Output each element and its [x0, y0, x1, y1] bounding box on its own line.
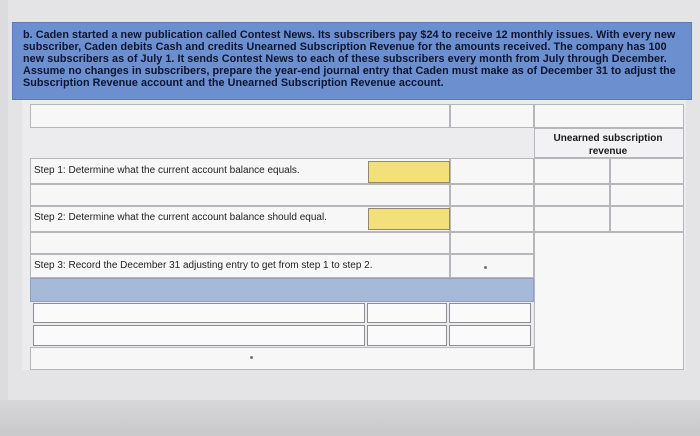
spacer-row-2 — [30, 232, 450, 254]
step1-input[interactable] — [368, 161, 450, 183]
spacer-row-2-mid — [450, 232, 534, 254]
journal-account-input-2[interactable] — [33, 325, 365, 346]
journal-debit-input-2[interactable] — [367, 325, 447, 346]
right-blank-area — [534, 232, 684, 370]
t-credit-3[interactable] — [610, 206, 684, 232]
spacer-row-1-mid — [450, 184, 534, 206]
t-debit-2[interactable] — [534, 184, 610, 206]
step3-mid — [450, 254, 534, 278]
grid-top-mid — [450, 104, 534, 128]
step1-amount-cell[interactable] — [450, 158, 534, 184]
t-debit-1[interactable] — [534, 158, 610, 184]
problem-header — [12, 22, 692, 100]
t-credit-1[interactable] — [610, 158, 684, 184]
grid-top-right — [534, 104, 684, 128]
stray-dot — [250, 356, 253, 359]
t-debit-3[interactable] — [534, 206, 610, 232]
journal-credit-input-2[interactable] — [449, 325, 531, 346]
step2-input[interactable] — [368, 208, 450, 230]
step2-amount-cell[interactable] — [450, 206, 534, 232]
journal-debit-input-1[interactable] — [367, 303, 447, 323]
grid-top-left — [30, 104, 450, 128]
t-credit-2[interactable] — [610, 184, 684, 206]
problem-text: b. Caden started a new publication called Contest News. Its subscribers pay $24 to receive 12 monthly issues. With every new subscriber, Caden debits Cash and credits Unearned Subscription Revenue for the amounts received. The company has 100 new subscribers as of July 1. It sends Contest News to each of these subscribers every month from July through December. Assume no changes in subscribers, prepare the year-end journal entry that Caden must make as of December 31 to adjust the Subscription Revenue account and the Unearned Subscription Revenue account. — [23, 29, 676, 89]
journal-credit-input-1[interactable] — [449, 303, 531, 323]
journal-header-band — [30, 278, 534, 302]
bottom-shadow — [0, 400, 700, 436]
step1-label: Step 1: Determine what the current account balance equals. — [34, 165, 300, 176]
step3-label: Step 3: Record the December 31 adjusting entry to get from step 1 to step 2. — [34, 260, 373, 271]
blank-bottom-row — [30, 347, 534, 370]
journal-account-input-1[interactable] — [33, 303, 365, 323]
spacer-row-1 — [30, 184, 450, 206]
step2-label: Step 2: Determine what the current account balance should equal. — [34, 212, 327, 223]
t-account-title: Unearned subscription revenue — [553, 133, 663, 157]
cursor-dot — [484, 266, 487, 269]
